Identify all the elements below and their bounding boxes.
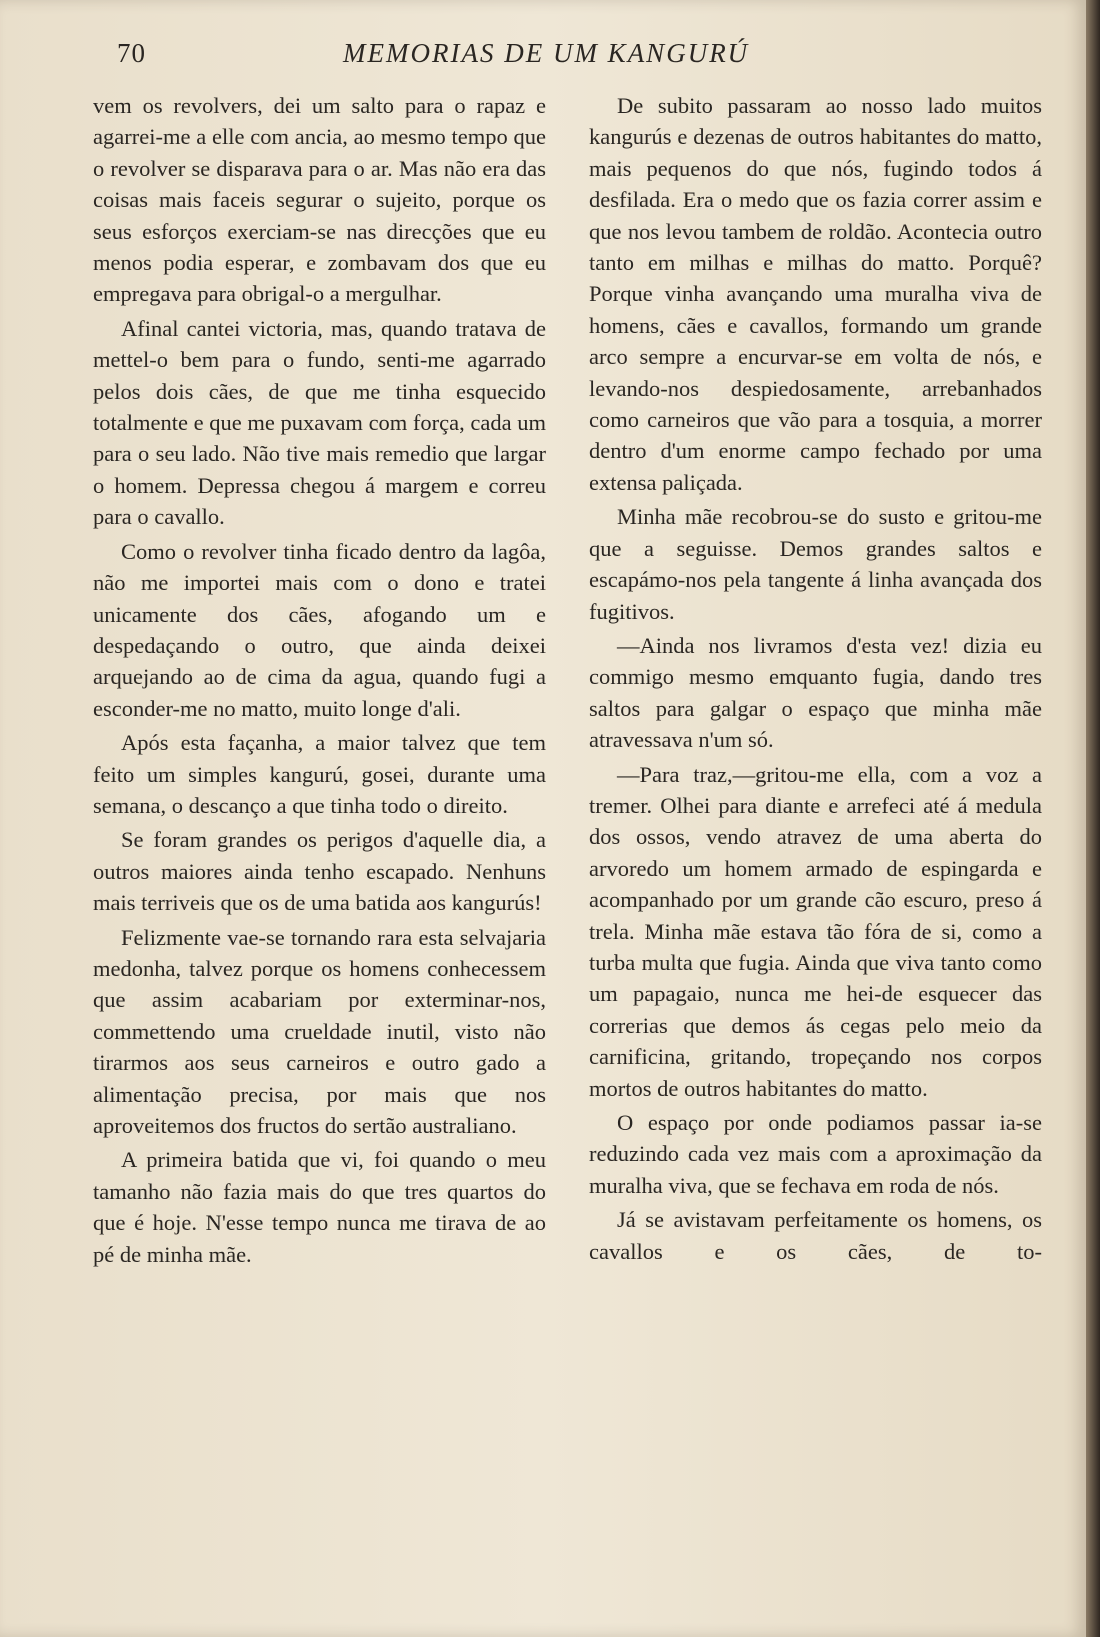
- page-header: [0, 38, 1086, 78]
- paragraph: De subito passaram ao nosso lado muitos kangurús e dezenas de outros habitantes do matto, mais pequenos do que nós, fugindo todos á desfilada. Era o medo que os fazia correr assim e que nos levou tambem de roldão. Acontecia outro tanto em milhas e milhas do matto. Porquê? Porque vinha avançando uma muralha viva de homens, cães e cavallos, formando um grande arco sempre a encurvar-se em volta de nós, e levando-nos despiedosamente, arrebanhados como carneiros que vão para a tosquia, a morrer dentro d'um enorme campo fechado por uma extensa paliçada.: [589, 93, 1042, 495]
- paragraph: Já se avistavam perfeitamente os homens, os cavallos e os cães, de to-: [589, 1207, 1042, 1264]
- paragraph: Se foram grandes os perigos d'aquelle dia, a outros maiores ainda tenho escapado. Nenhuns mais terriveis que os de uma batida aos kangurús!: [93, 827, 546, 916]
- running-title: MEMORIAS DE UM KANGURÚ: [343, 38, 750, 68]
- paragraph: Afinal cantei victoria, mas, quando tratava de mettel-o bem para o fundo, senti-me agarrado pelos dois cães, de que me tinha esquecido totalmente e que me puxavam com força, cada um para o seu lado. Não tive mais remedio que largar o homem. Depressa chegou á margem e correu para o cavallo.: [93, 315, 546, 530]
- paragraph: vem os revolvers, dei um salto para o rapaz e agarrei-me a elle com ancia, ao mesmo tempo que o revolver se disparava para o ar. Mas não era das coisas mais faceis segurar o sujeito, porque os seus esforços exerciam-se nas direcções que eu menos podia esperar, e zombavam dos que eu empregava para obrigal-o a mergulhar.: [93, 93, 546, 307]
- paragraph: Após esta façanha, a maior talvez que tem feito um simples kangurú, gosei, durante uma semana, o descanço a que tinha todo o direito.: [93, 730, 546, 818]
- paragraph: —Ainda nos livramos d'esta vez! dizia eu commigo mesmo emquanto fugia, dando tres saltos para galgar o espaço que minha mãe atravessava n'um só.: [589, 632, 1042, 753]
- left-text-column: [93, 90, 546, 1273]
- paragraph: Minha mãe recobrou-se do susto e gritou-me que a seguisse. Demos grandes saltos e escapámo-nos pela tangente á linha avançada dos fugitivos.: [589, 504, 1042, 624]
- paragraph: Como o revolver tinha ficado dentro da lagôa, não me importei mais com o dono e tratei unicamente dos cães, afogando um e despedaçando o outro, que ainda deixei arquejando ao de cima da agua, quando fugi a esconder-me no matto, muito longe d'ali.: [93, 538, 546, 721]
- paragraph: Felizmente vae-se tornando rara esta selvajaria medonha, talvez porque os homens conhecessem que assim acabariam por exterminar-nos, commettendo uma crueldade inutil, visto não tirarmos aos seus carneiros e outro gado a alimentação precisa, por mais que nos aproveitemos dos fructos do sertão australiano.: [93, 924, 546, 1138]
- page-edge-shadow: [1086, 0, 1100, 1637]
- page-number: 70: [117, 38, 146, 68]
- paragraph: O espaço por onde podiamos passar ia-se reduzindo cada vez mais com a aproximação da muralha viva, que se fechava em roda de nós.: [589, 1110, 1042, 1198]
- paragraph: A primeira batida que vi, foi quando o meu tamanho não fazia mais do que tres quartos do que é hoje. N'esse tempo nunca me tirava de ao pé de minha mãe.: [93, 1147, 546, 1267]
- right-text-column: [589, 90, 1042, 1270]
- paragraph: —Para traz,—gritou-me ella, com a voz a tremer. Olhei para diante e arrefeci até á medula dos ossos, vendo atravez de uma aberta do arvoredo um homem armado de espingarda e acompanhado por um grande cão escuro, preso á trela. Minha mãe estava tão fóra de si, como a turba multa que fugia. Ainda que viva tanto como um papagaio, nunca me hei-de esquecer das correrias que demos ás cegas pelo meio da carnificina, gritando, tropeçando nos corpos mortos de outros habitantes do matto.: [589, 761, 1042, 1101]
